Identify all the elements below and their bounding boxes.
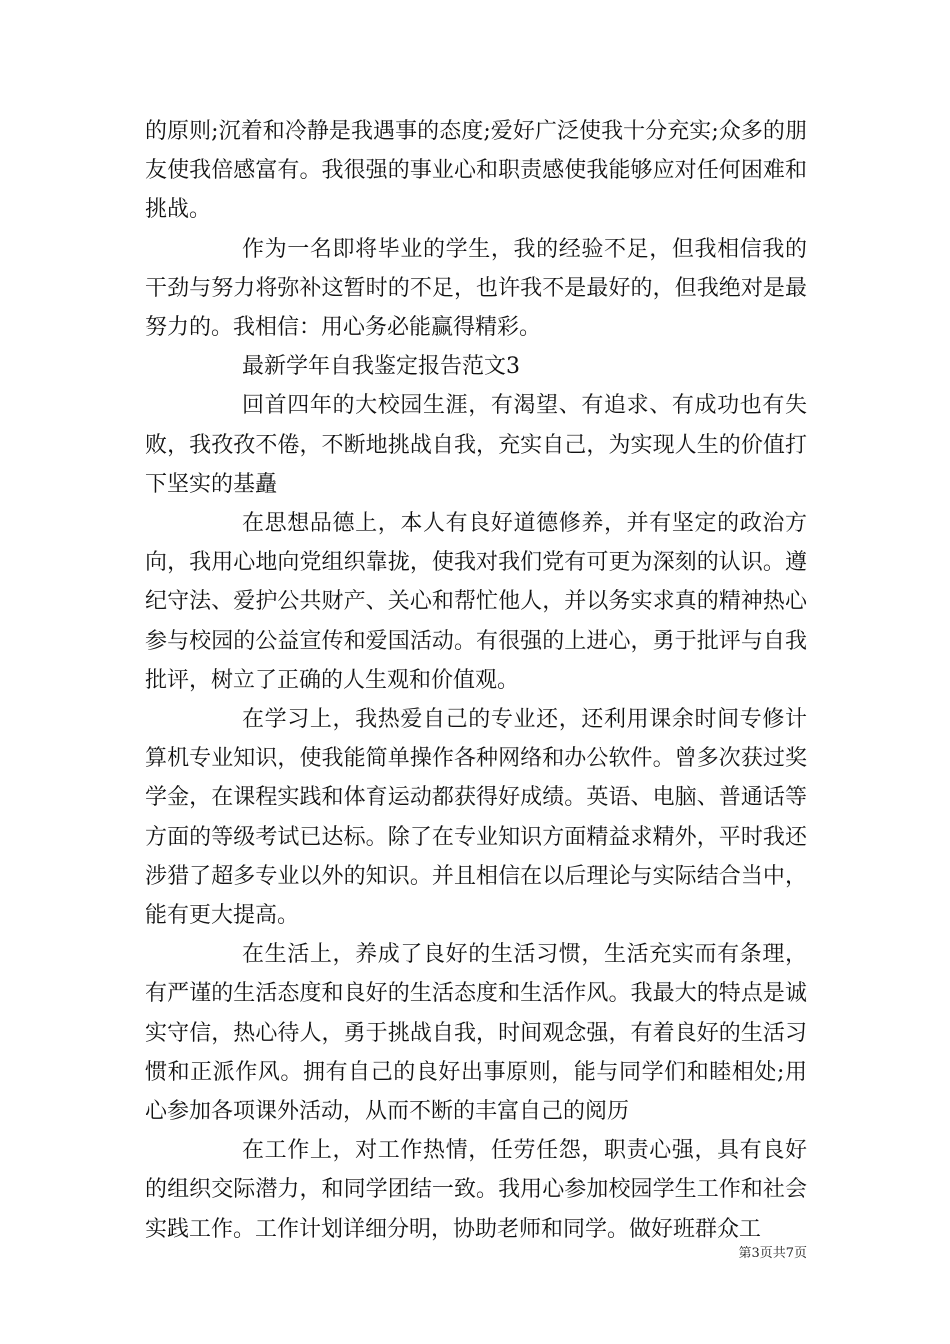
- paragraph-principles: 的原则;沉着和冷静是我遇事的态度;爱好广泛使我十分充实;众多的朋友使我倍感富有。我很强的事业心和职责感使我能够应对任何困难和挑战。: [145, 119, 807, 223]
- paragraph-morality: 在思想品德上，本人有良好道德修养，并有坚定的政治方向，我用心地向党组织靠拢，使我对我们党有可更为深刻的认识。遵纪守法、爱护公共财产、关心和帮忙他人，并以务实求真的精神热心参与校园的公益宣传和爱国活动。有很强的上进心，勇于批评与自我批评，树立了正确的人生观和价值观。: [145, 511, 807, 693]
- paragraph-study: 在学习上，我热爱自己的专业还，还利用课余时间专修计算机专业知识，使我能简单操作各种网络和办公软件。曾多次获过奖学金，在课程实践和体育运动都获得好成绩。英语、电脑、普通话等方面的等级考试已达标。除了在专业知识方面精益求精外，平时我还涉猎了超多专业以外的知识。并且相信在以后理论与实际结合当中，能有更大提高。: [145, 707, 807, 929]
- section-heading: 最新学年自我鉴定报告范文3: [242, 354, 520, 380]
- page-number-footer: 第3页共7页: [738, 1246, 807, 1261]
- paragraph-life: 在生活上，养成了良好的生活习惯，生活充实而有条理，有严谨的生活态度和良好的生活态度和生活作风。我最大的特点是诚实守信，热心待人，勇于挑战自我，时间观念强，有着良好的生活习惯和正派作风。拥有自己的良好出事原则，能与同学们和睦相处;用心参加各项课外活动，从而不断的丰富自己的阅历: [145, 942, 807, 1125]
- paragraph-review: 回首四年的大校园生涯，有渴望、有追求、有成功也有失败，我孜孜不倦，不断地挑战自我，充实自己，为实现人生的价值打下坚实的基矗: [145, 393, 807, 497]
- paragraph-work: 在工作上，对工作热情，任劳任怨，职责心强，具有良好的组织交际潜力，和同学团结一致。我用心参加校园学生工作和社会实践工作。工作计划详细分明，协助老师和同学。做好班群众工: [145, 1138, 807, 1242]
- document-body: [145, 112, 807, 1249]
- paragraph-graduate: 作为一名即将毕业的学生，我的经验不足，但我相信我的干劲与努力将弥补这暂时的不足，也许我不是最好的，但我绝对是最努力的。我相信：用心务必能赢得精彩。: [145, 236, 807, 341]
